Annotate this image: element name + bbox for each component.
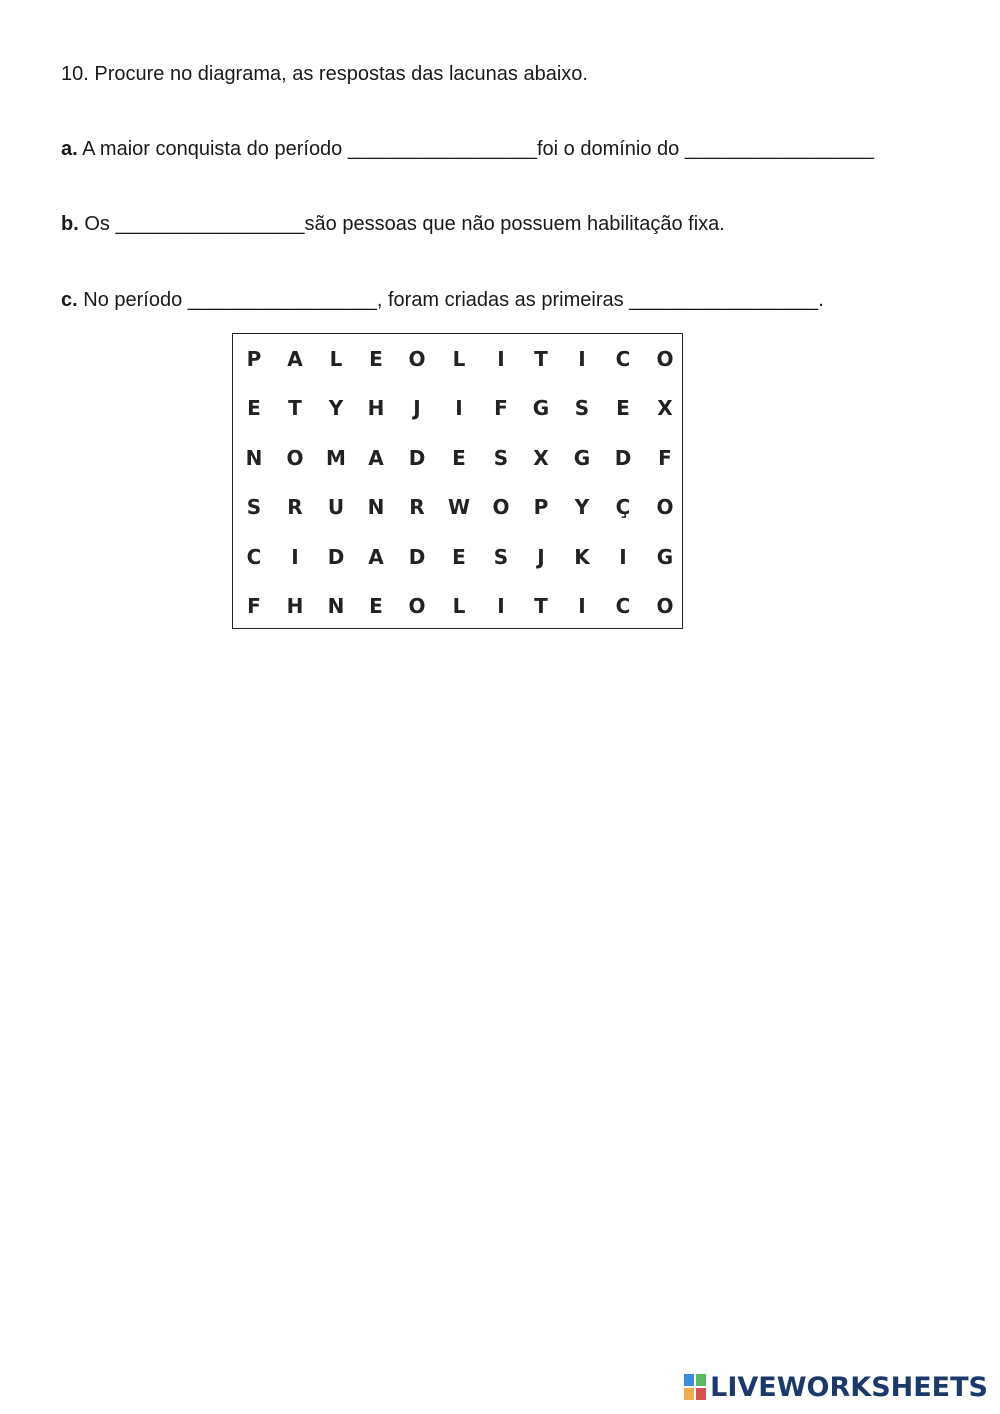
grid-letter[interactable]: U: [327, 495, 345, 519]
grid-letter[interactable]: L: [329, 347, 343, 371]
answer-blank-c1[interactable]: _________________: [187, 289, 377, 311]
answer-blank-c2[interactable]: _________________: [629, 289, 819, 311]
grid-letter[interactable]: I: [497, 594, 505, 618]
grid-letter[interactable]: O: [408, 594, 426, 618]
grid-letter[interactable]: O: [656, 495, 674, 519]
question-c-letter: c.: [61, 289, 78, 311]
grid-letter[interactable]: C: [615, 594, 631, 618]
grid-letter[interactable]: K: [574, 545, 590, 569]
grid-row: [233, 492, 682, 522]
grid-letter[interactable]: G: [656, 545, 674, 569]
question-a-letter: a.: [61, 138, 78, 160]
grid-letter[interactable]: S: [493, 446, 509, 470]
question-c-text-2: , foram criadas as primeiras: [376, 289, 630, 311]
question-a: [61, 137, 874, 161]
grid-letter[interactable]: O: [656, 347, 674, 371]
grid-letter[interactable]: N: [327, 594, 345, 618]
grid-letter[interactable]: R: [287, 495, 303, 519]
question-a-text-1: A maior conquista do período: [77, 138, 348, 160]
grid-letter[interactable]: D: [408, 446, 426, 470]
grid-letter[interactable]: E: [452, 446, 466, 470]
grid-letter[interactable]: S: [493, 545, 509, 569]
grid-letter[interactable]: T: [288, 396, 302, 420]
grid-letter[interactable]: E: [616, 396, 630, 420]
grid-letter[interactable]: S: [574, 396, 590, 420]
grid-letter[interactable]: D: [614, 446, 632, 470]
grid-letter[interactable]: I: [497, 347, 505, 371]
grid-letter[interactable]: E: [452, 545, 466, 569]
grid-letter[interactable]: Y: [574, 495, 590, 519]
question-b-letter: b.: [61, 213, 79, 235]
grid-letter[interactable]: O: [656, 594, 674, 618]
question-a-text-2: foi o domínio do: [536, 138, 685, 160]
answer-blank-a2[interactable]: _________________: [684, 138, 874, 160]
grid-letter[interactable]: Ç: [615, 495, 631, 519]
grid-letter[interactable]: G: [573, 446, 591, 470]
grid-letter[interactable]: R: [409, 495, 425, 519]
grid-letter[interactable]: Y: [328, 396, 344, 420]
liveworksheets-logo: [684, 1372, 988, 1402]
grid-letter[interactable]: N: [245, 446, 263, 470]
grid-letter[interactable]: D: [327, 545, 345, 569]
grid-letter[interactable]: I: [578, 594, 586, 618]
grid-letter[interactable]: L: [452, 594, 466, 618]
grid-letter[interactable]: N: [367, 495, 385, 519]
grid-letter[interactable]: E: [369, 347, 383, 371]
grid-letter[interactable]: M: [326, 446, 346, 470]
grid-letter[interactable]: I: [578, 347, 586, 371]
grid-letter[interactable]: X: [657, 396, 673, 420]
question-c: [61, 288, 824, 312]
grid-letter[interactable]: F: [658, 446, 672, 470]
answer-blank-a1[interactable]: _________________: [347, 138, 537, 160]
question-b-text-2: são pessoas que não possuem habilitação fixa.: [304, 213, 725, 235]
grid-letter[interactable]: E: [369, 594, 383, 618]
grid-letter[interactable]: X: [533, 446, 549, 470]
grid-letter[interactable]: P: [246, 347, 262, 371]
question-b: [61, 212, 725, 236]
question-c-text-3: .: [818, 289, 824, 311]
grid-letter[interactable]: A: [368, 545, 384, 569]
grid-letter[interactable]: W: [447, 495, 471, 519]
logo-text: LIVEWORKSHEETS: [710, 1371, 988, 1403]
grid-letter[interactable]: G: [532, 396, 550, 420]
grid-row: [233, 344, 682, 374]
grid-letter[interactable]: F: [247, 594, 261, 618]
grid-letter[interactable]: D: [408, 545, 426, 569]
grid-letter[interactable]: O: [408, 347, 426, 371]
grid-letter[interactable]: I: [455, 396, 463, 420]
liveworksheets-logo-icon: [684, 1374, 706, 1400]
question-b-text-1: Os: [78, 213, 116, 235]
grid-letter[interactable]: T: [534, 347, 548, 371]
grid-letter[interactable]: E: [247, 396, 261, 420]
grid-letter[interactable]: F: [494, 396, 508, 420]
grid-row: [233, 443, 682, 473]
grid-letter[interactable]: C: [246, 545, 262, 569]
grid-letter[interactable]: O: [286, 446, 304, 470]
grid-letter[interactable]: A: [287, 347, 303, 371]
grid-row: [233, 542, 682, 572]
grid-letter[interactable]: H: [367, 396, 385, 420]
grid-letter[interactable]: C: [615, 347, 631, 371]
answer-blank-b1[interactable]: _________________: [115, 213, 305, 235]
grid-letter[interactable]: H: [286, 594, 304, 618]
grid-row: [233, 393, 682, 423]
grid-letter[interactable]: S: [246, 495, 262, 519]
grid-letter[interactable]: I: [619, 545, 627, 569]
grid-letter[interactable]: A: [368, 446, 384, 470]
exercise-title: 10. Procure no diagrama, as respostas das lacunas abaixo.: [61, 63, 588, 85]
word-search-grid: [232, 333, 683, 629]
grid-letter[interactable]: J: [413, 396, 421, 420]
grid-letter[interactable]: O: [492, 495, 510, 519]
question-c-text-1: No período: [77, 289, 188, 311]
grid-letter[interactable]: P: [533, 495, 549, 519]
grid-letter[interactable]: T: [534, 594, 548, 618]
grid-letter[interactable]: J: [537, 545, 545, 569]
grid-row: [233, 591, 682, 621]
grid-letter[interactable]: L: [452, 347, 466, 371]
grid-letter[interactable]: I: [291, 545, 299, 569]
